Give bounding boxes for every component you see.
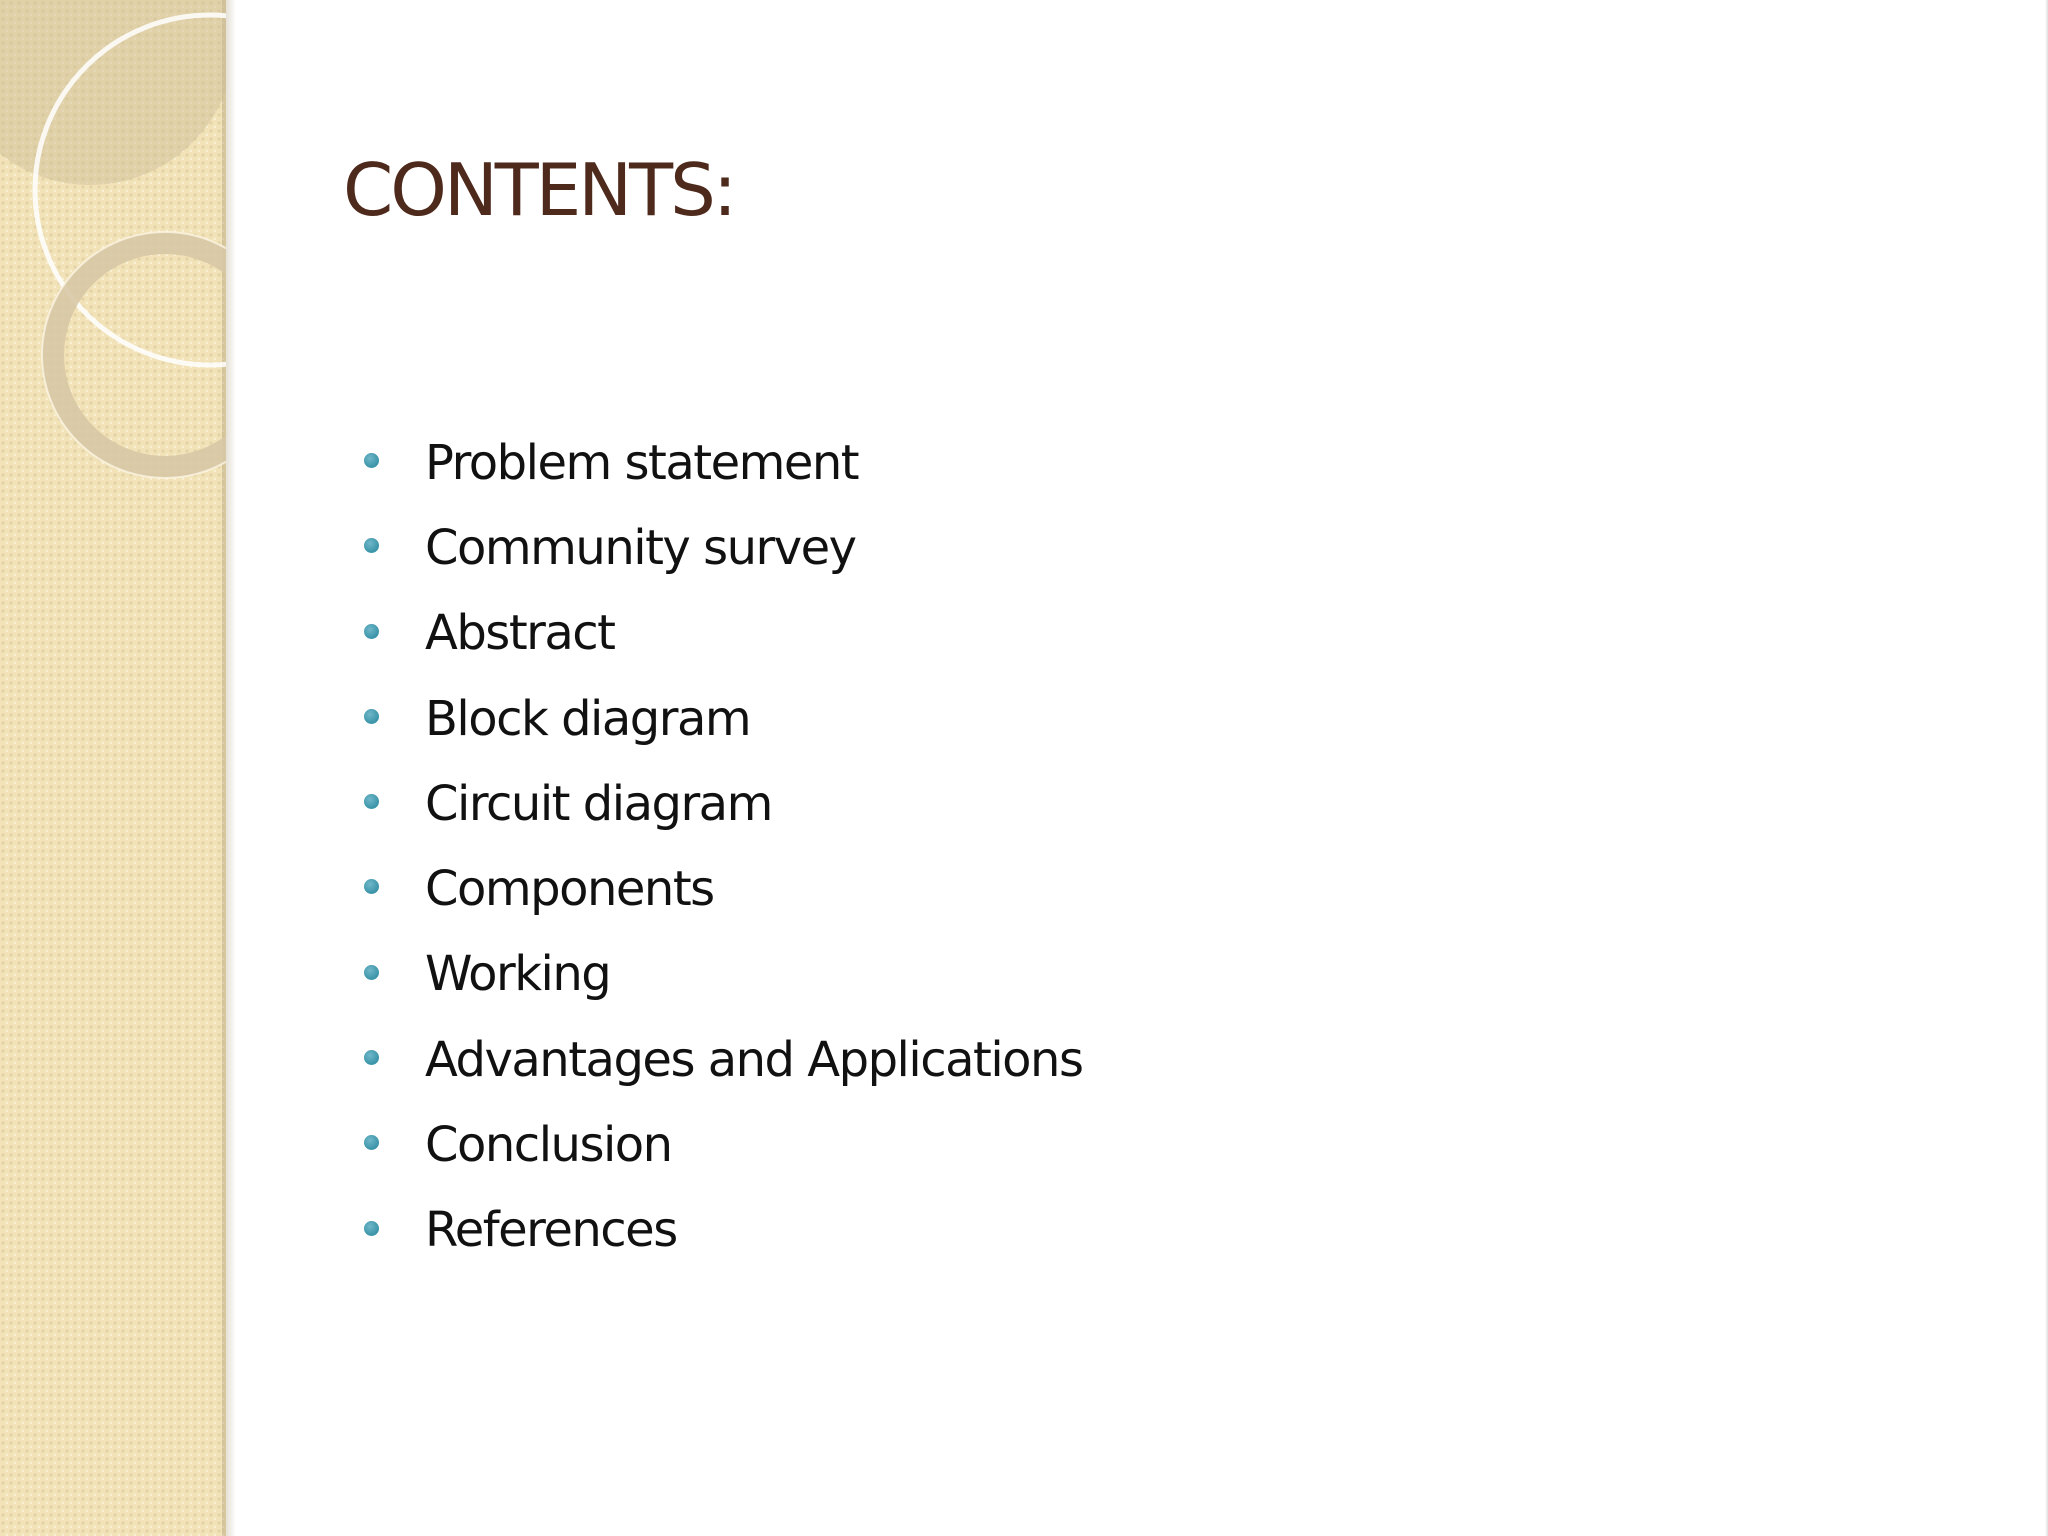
slide-title: CONTENTS: [343, 148, 735, 232]
bullet-icon [364, 965, 379, 980]
list-item [360, 846, 1082, 931]
list-item [360, 761, 1082, 846]
bullet-icon [364, 538, 379, 553]
list-item-label: Advantages and Applications [425, 1031, 1083, 1088]
list-item-label: Abstract [425, 605, 615, 662]
bullet-icon [364, 453, 379, 468]
decorative-rings [0, 0, 226, 520]
list-item [360, 591, 1082, 676]
list-item [360, 1102, 1082, 1187]
list-item [360, 932, 1082, 1017]
bullet-icon [364, 1221, 379, 1236]
list-item-label: References [425, 1202, 677, 1259]
contents-list [360, 420, 1082, 1273]
list-item [360, 420, 1082, 505]
list-item-label: Block diagram [425, 690, 751, 747]
bullet-icon [364, 1135, 379, 1150]
bullet-icon [364, 879, 379, 894]
bullet-icon [364, 794, 379, 809]
list-item [360, 1188, 1082, 1273]
bullet-icon [364, 1050, 379, 1065]
list-item-label: Community survey [425, 519, 856, 576]
bullet-icon [364, 624, 379, 639]
list-item-label: Circuit diagram [425, 775, 772, 832]
list-item-label: Problem statement [425, 434, 859, 491]
list-item [360, 676, 1082, 761]
list-item-label: Components [425, 861, 714, 918]
list-item-label: Working [425, 946, 611, 1003]
list-item [360, 1017, 1082, 1102]
list-item-label: Conclusion [425, 1117, 672, 1174]
list-item [360, 505, 1082, 590]
bullet-icon [364, 709, 379, 724]
